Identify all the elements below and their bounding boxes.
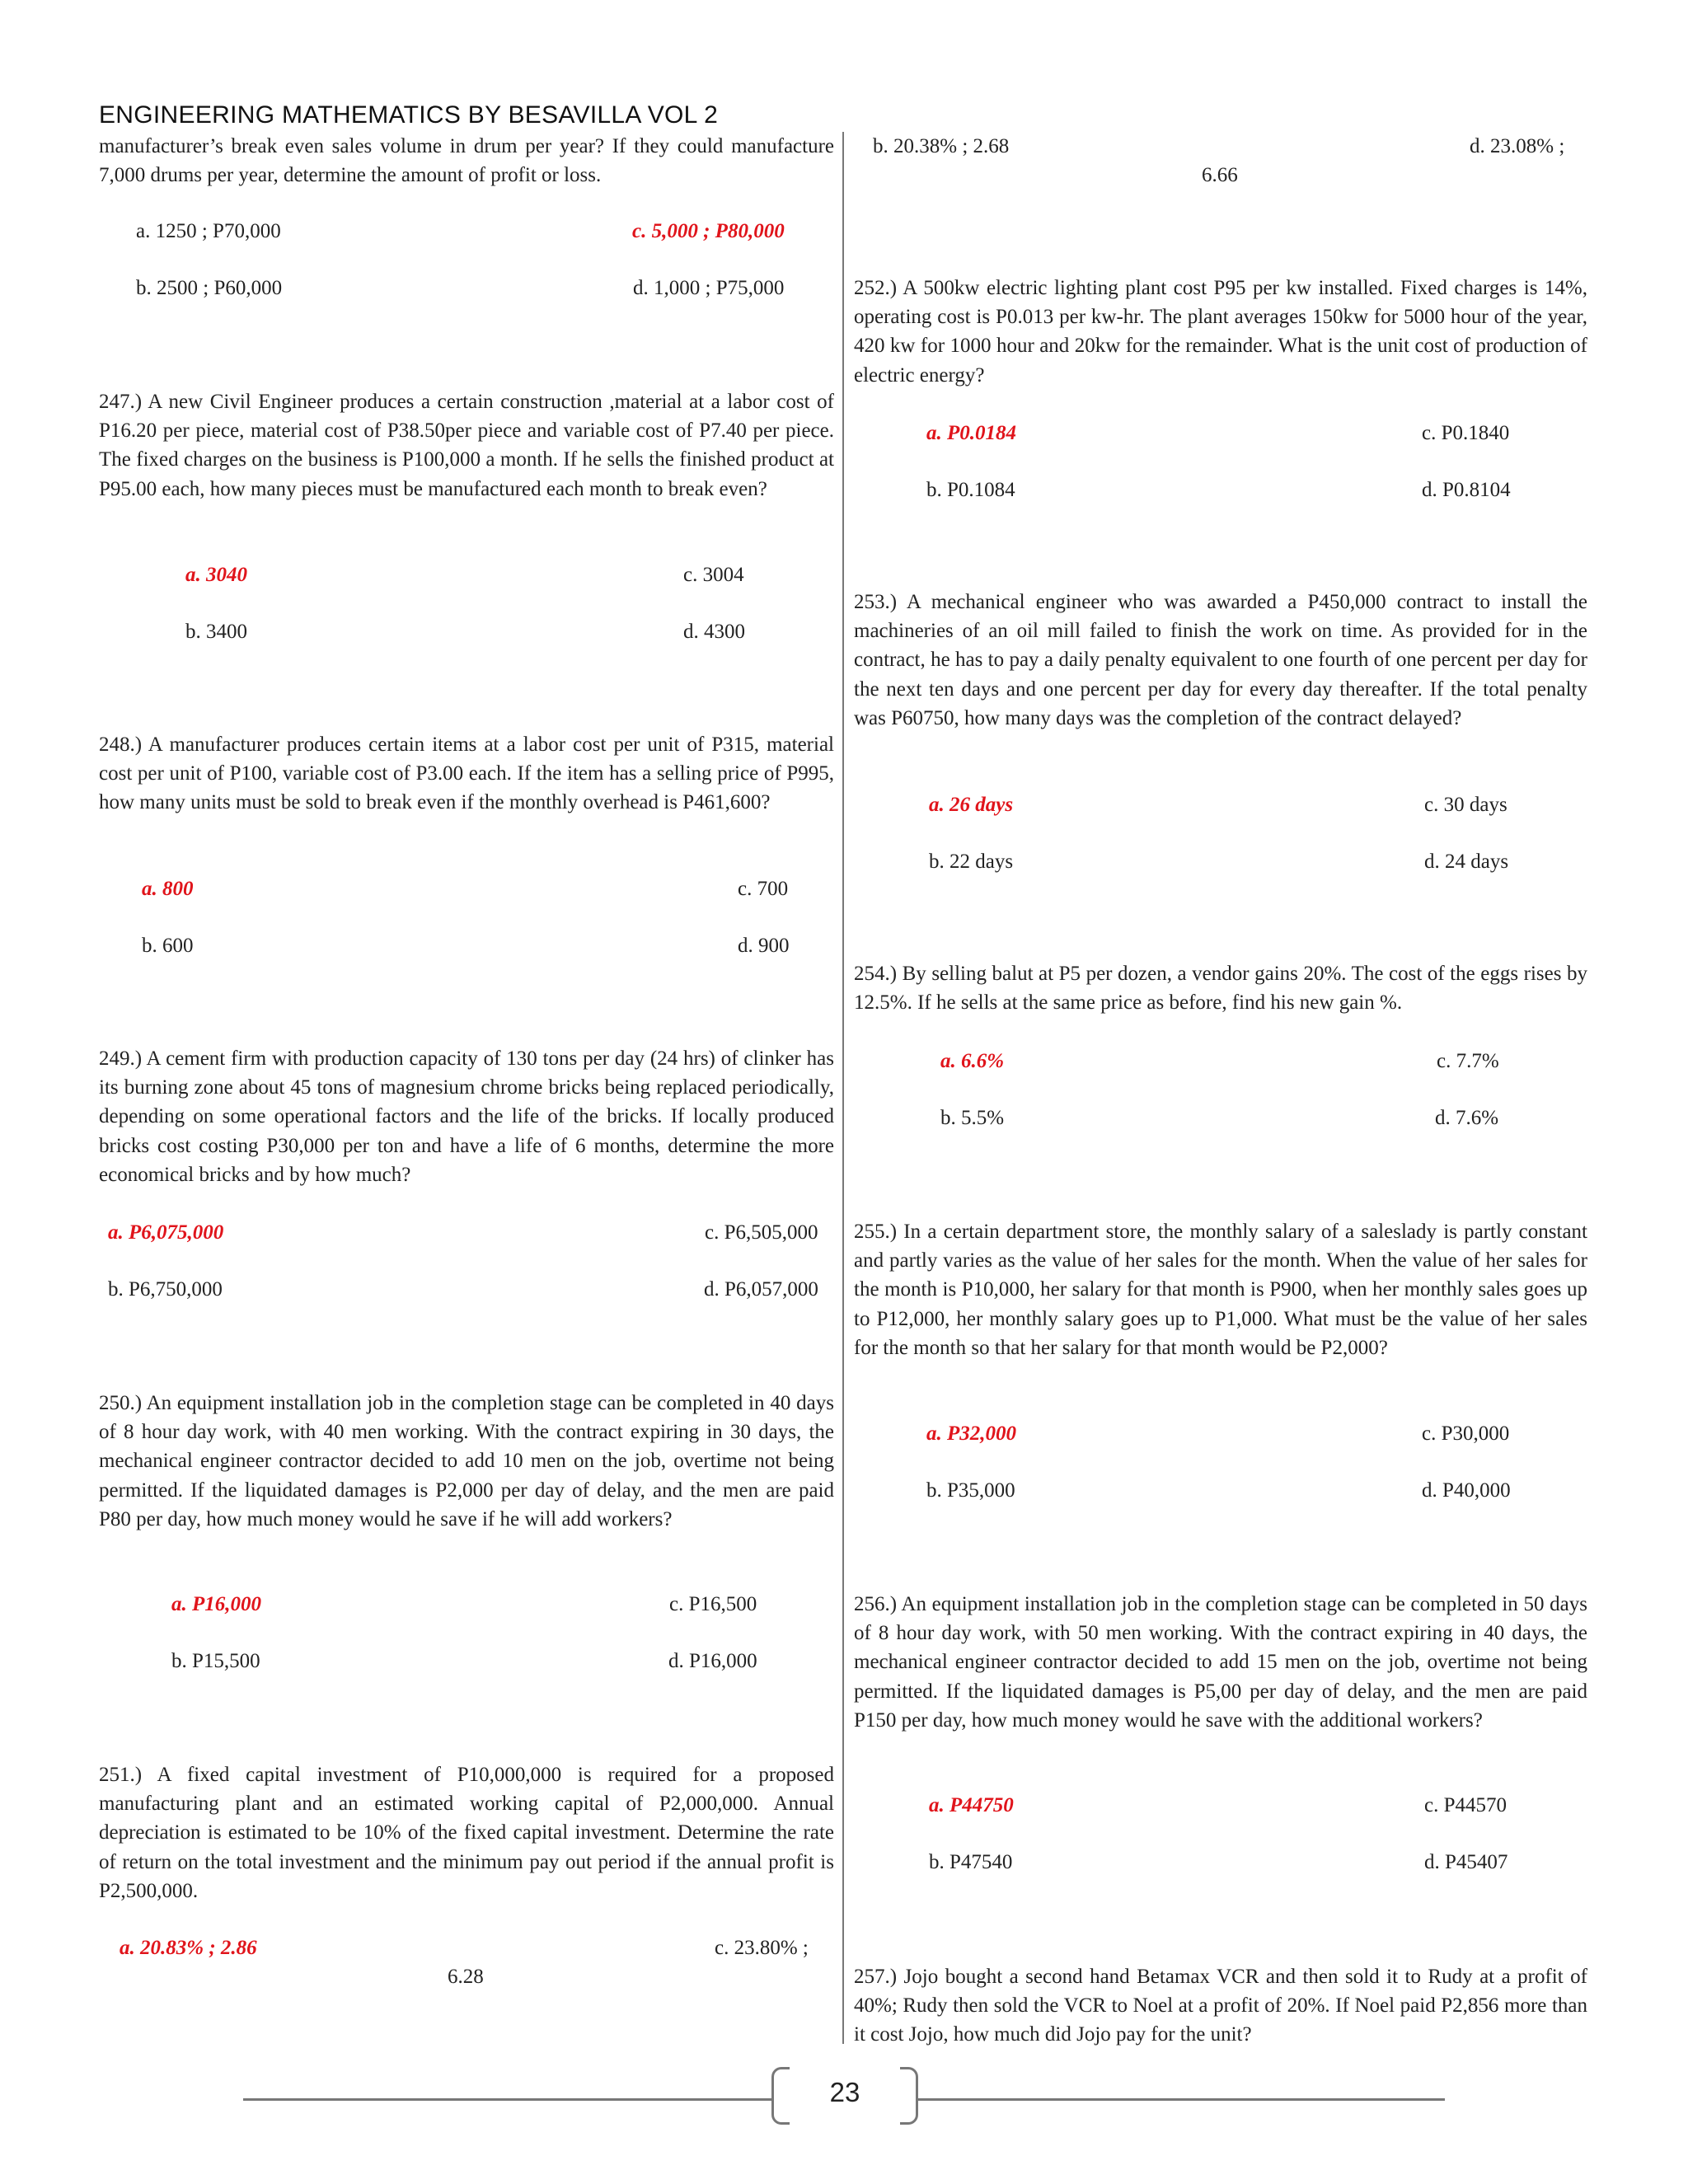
- q256-option-d: d. P45407: [1424, 1851, 1508, 1873]
- q246-option-d: d. 1,000 ; P75,000: [633, 277, 785, 299]
- q249-option-c: c. P6,505,000: [705, 1221, 818, 1244]
- q246-option-c-answer: c. 5,000 ; P80,000: [632, 220, 785, 242]
- q251-option-c: c. 23.80% ;: [715, 1937, 809, 1959]
- q250-option-d: d. P16,000: [668, 1650, 757, 1672]
- q252-option-b: b. P0.1084: [926, 479, 1015, 501]
- q253-option-b: b. 22 days: [929, 851, 1014, 873]
- footer-rule-left: [243, 2098, 771, 2101]
- q246-option-a: a. 1250 ; P70,000: [136, 220, 281, 242]
- q251-option-d: d. 23.08% ;: [1470, 135, 1565, 157]
- q251-option-c-continued: 6.28: [448, 1966, 484, 1988]
- question-254-text: 254.) By selling balut at P5 per dozen, a vendor gains 20%. The cost of the eggs rises by 12.5%. If he sells at the same price as before, find his new gain %.: [854, 963, 1587, 1015]
- q247-option-c: c. 3004: [683, 564, 744, 586]
- q254-option-b: b. 5.5%: [940, 1107, 1005, 1129]
- page-number-bracket-left: [771, 2067, 790, 2125]
- question-252-text: 252.) A 500kw electric lighting plant cost P95 per kw installed. Fixed charges is 14%, operating cost is P0.013 per kw-hr. The plant averages 150kw for 5000 hour of the year, 420 kw for 1000 hour and 20kw for the remainder. What is the unit cost of production of electric energy?: [854, 277, 1587, 387]
- q247-option-b: b. 3400: [185, 621, 247, 643]
- question-250-text: 250.) An equipment installation job in the completion stage can be completed in 40 days of 8 hour day work, with 40 men working. With the contract expiring in 30 days, the mechanical engineer contractor decided to add 10 men on the job, overtime not being permitted. If the liquidated damages is P2,000 per day of delay, and the men are paid P80 per day, how much money would he save if he will add workers?: [99, 1392, 834, 1530]
- q256-option-b: b. P47540: [929, 1851, 1013, 1873]
- q246-option-b: b. 2500 ; P60,000: [136, 277, 283, 299]
- q253-option-a-answer: a. 26 days: [929, 794, 1014, 816]
- q251-option-b: b. 20.38% ; 2.68: [873, 135, 1010, 157]
- q250-option-c: c. P16,500: [669, 1593, 757, 1615]
- q248-option-b: b. 600: [142, 935, 194, 957]
- page-title: ENGINEERING MATHEMATICS BY BESAVILLA VOL 2: [99, 101, 719, 129]
- q251-option-a-answer: a. 20.83% ; 2.86: [120, 1937, 257, 1959]
- question-251-text: 251.) A fixed capital investment of P10,000,000 is required for a proposed manufacturing plant and an estimated working capital of P2,000,000. Annual depreciation is estimated to be 10% of the fixed capital investment. Determine the rate of return on the total investment and the minimum pay out period if the annual profit is P2,500,000.: [99, 1764, 834, 1902]
- q249-option-d: d. P6,057,000: [704, 1278, 818, 1301]
- page-number: 23: [829, 2077, 860, 2107]
- footer-rule-right: [918, 2098, 1445, 2101]
- q249-option-b: b. P6,750,000: [108, 1278, 223, 1301]
- q254-option-c: c. 7.7%: [1437, 1050, 1499, 1072]
- q252-option-a-answer: a. P0.0184: [926, 422, 1017, 444]
- question-255-text: 255.) In a certain department store, the monthly salary of a saleslady is partly constant and partly varies as the value of her sales for the month. When the value of her sales for the month is P10,000, her salary for that month is P900, when her monthly sales goes up to P12,000, her monthly salary goes up to P1,000. What must be the value of her sales for the month so that her salary for that month would be P2,000?: [854, 1221, 1587, 1359]
- question-247-text: 247.) A new Civil Engineer produces a certain construction ,material at a labor cost of P16.20 per piece, material cost of P38.50per piece and variable cost of P7.40 per piece. The fixed charges on the business is P100,000 a month. If he sells the finished product at P95.00 each, how many pieces must be manufactured each month to break even?: [99, 391, 834, 500]
- question-249-text: 249.) A cement firm with production capacity of 130 tons per day (24 hrs) of clinker has its burning zone about 45 tons of magnesium chrome bricks being replaced periodically, depending on some operational factors and the life of the bricks. If locally produced bricks cost costing P30,000 per ton and have a life of 6 months, determine the more economical bricks and by how much?: [99, 1047, 834, 1186]
- question-257-text: 257.) Jojo bought a second hand Betamax VCR and then sold it to Rudy at a profit of 40%; Rudy then sold the VCR to Noel at a profit of 20%. If Noel paid P2,856 more than it cost Jojo, how much did Jojo pay for the unit?: [854, 1966, 1587, 2046]
- q248-option-c: c. 700: [738, 878, 789, 900]
- page-number-bracket-right: [900, 2067, 918, 2125]
- q256-option-a-answer: a. P44750: [929, 1794, 1014, 1816]
- q247-option-d: d. 4300: [683, 621, 745, 643]
- q249-option-a-answer: a. P6,075,000: [108, 1221, 224, 1244]
- q253-option-d: d. 24 days: [1424, 851, 1509, 873]
- q255-option-c: c. P30,000: [1422, 1422, 1510, 1445]
- question-253-text: 253.) A mechanical engineer who was awarded a P450,000 contract to install the machineries of an oil mill failed to finish the work on time. As provided for in the contract, he has to pay a daily penalty equivalent to one fourth of one percent per day for the next ten days and one percent per day for every day thereafter. If the total penalty was P60750, how many days was the completion of the contract delayed?: [854, 591, 1587, 729]
- column-divider: [842, 132, 844, 2044]
- q248-option-a-answer: a. 800: [142, 878, 194, 900]
- q253-option-c: c. 30 days: [1424, 794, 1507, 816]
- q252-option-d: d. P0.8104: [1422, 479, 1511, 501]
- question-248-text: 248.) A manufacturer produces certain items at a labor cost per unit of P315, material cost per unit of P100, variable cost of P3.00 each. If the item has a selling price of P995, how many units must be sold to break even if the monthly overhead is P461,600?: [99, 733, 834, 814]
- q247-option-a-answer: a. 3040: [185, 564, 247, 586]
- q254-option-a-answer: a. 6.6%: [940, 1050, 1005, 1072]
- q251-option-d-continued: 6.66: [1202, 164, 1238, 186]
- q254-option-d: d. 7.6%: [1435, 1107, 1499, 1129]
- q255-option-a-answer: a. P32,000: [926, 1422, 1017, 1445]
- q248-option-d: d. 900: [738, 935, 790, 957]
- q255-option-d: d. P40,000: [1422, 1479, 1511, 1502]
- q255-option-b: b. P35,000: [926, 1479, 1015, 1502]
- q252-option-c: c. P0.1840: [1422, 422, 1510, 444]
- q250-option-b: b. P15,500: [171, 1650, 260, 1672]
- question-256-text: 256.) An equipment installation job in the completion stage can be completed in 50 days of 8 hour day work, with 50 men working. With the contract expiring in 40 days, the mechanical engineer contractor decided to add 15 men on the job, overtime not being permitted. If the liquidated damages is P5,00 per day of delay, and the men are paid P150 per day, how much money would he save with the additional workers?: [854, 1593, 1587, 1732]
- q256-option-c: c. P44570: [1424, 1794, 1507, 1816]
- question-246-text: manufacturer’s break even sales volume in drum per year? If they could manufacture 7,000 drums per year, determine the amount of profit or loss.: [99, 135, 834, 187]
- q250-option-a-answer: a. P16,000: [171, 1593, 262, 1615]
